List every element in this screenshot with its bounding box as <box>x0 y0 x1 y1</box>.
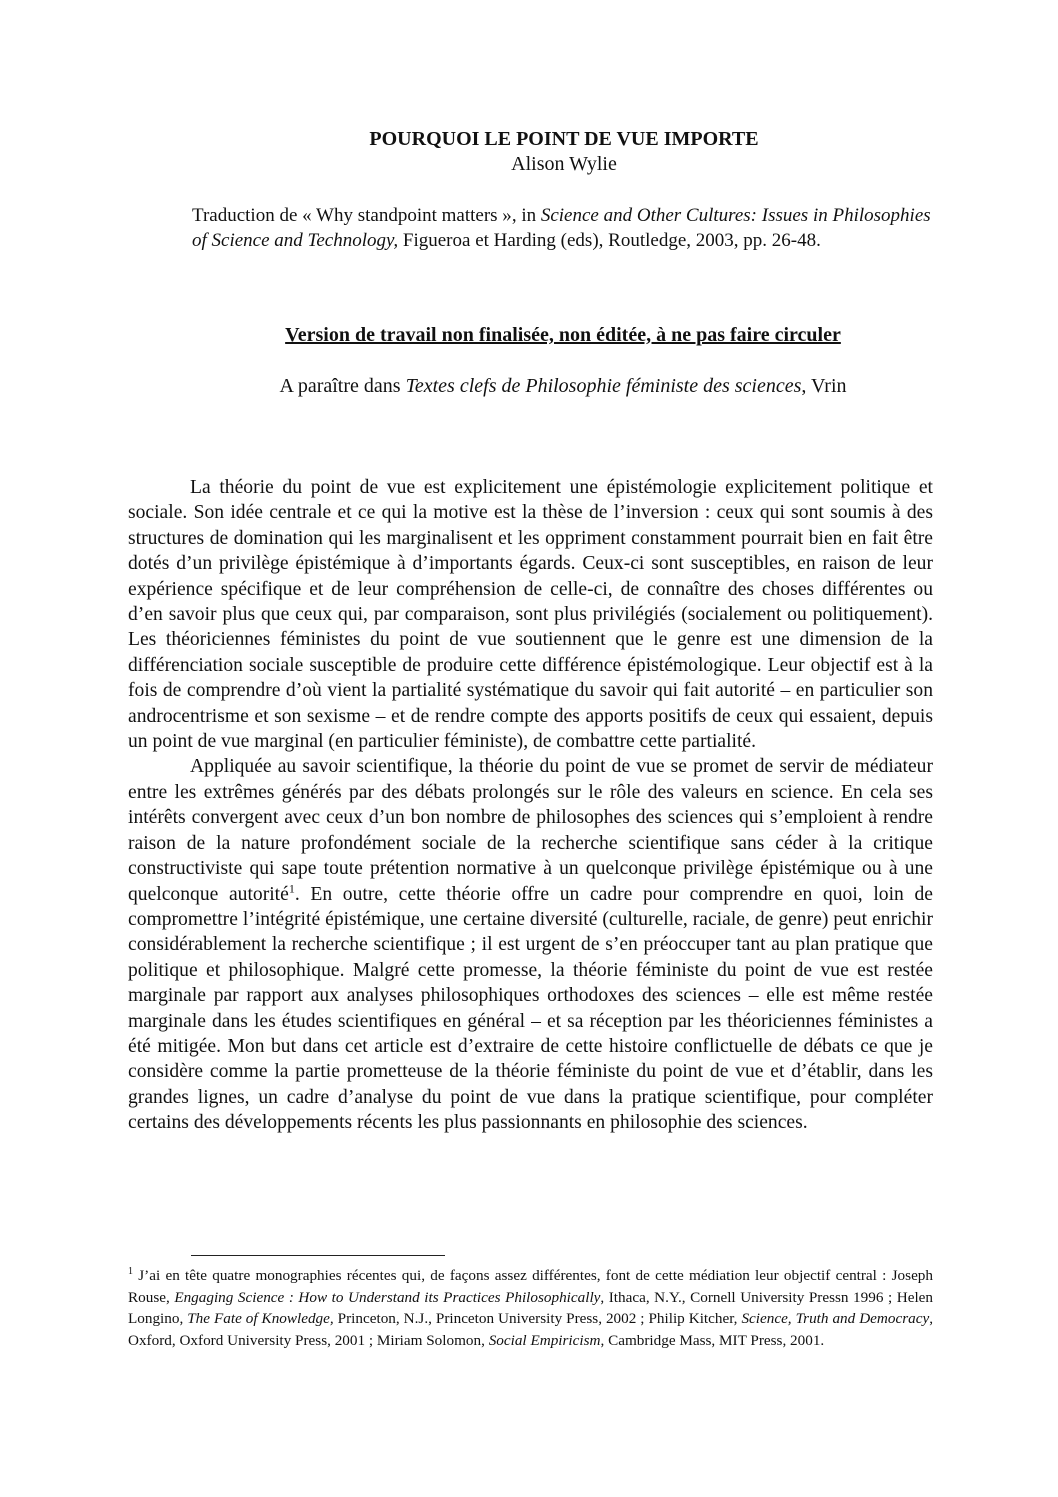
footnote-title: The Fate of Knowledge, <box>187 1310 334 1328</box>
page-title: POURQUOI LE POINT DE VUE IMPORTE <box>369 128 759 150</box>
footnote-title: Engaging Science : How to Understand its Practices Philosophically <box>174 1288 601 1306</box>
translation-prefix: Traduction de « Why standpoint matters » <box>192 205 512 226</box>
author-name: Alison Wylie <box>511 153 617 175</box>
footnote-text: J’ai en tête quatre monographies récentes qui, de façons assez différentes, font de cette médiation leur objectif central : Joseph Rouse, <box>128 1267 933 1306</box>
body-text <box>128 475 933 1136</box>
title-block <box>0 127 1058 177</box>
footnote <box>128 1265 933 1351</box>
footnote-text: Princeton, N.J., Princeton University Press, 2002 ; Philip Kitcher, <box>333 1310 742 1328</box>
paragraph-text: Appliquée au savoir scientifique, la théorie du point de vue se promet de servir de médiateur entre les extrêmes générés par des débats prolongés sur le rôle des valeurs en science. En cela ses intérêts convergent avec ceux d’un bon nombre de philosophes des sciences qui s’emploient à rendre raison de la nature profondément sociale de la recherche scientifique sans céder à la critique constructiviste qui sape toute prétention normative à un quelconque privilège épistémique ou à une quelconque autorité <box>128 756 933 905</box>
paragraph-text: . En outre, cette théorie offre un cadre pour comprendre en quoi, loin de compromettre l’intégrité épistémique, une certaine diversité (culturelle, raciale, de genre) peut enrichir considérablement la recherche scientifique ; il est urgent de s’en préoccuper tant au plan pratique que politique et philosophique. Malgré cette promesse, la théorie féministe du point de vue est restée marginale par rapport aux analyses philosophiques orthodoxes des sciences – elle est même restée marginale dans les études scientifiques en général – et sa réception par les théoriciennes féministes a été mitigée. Mon but dans cet article est d’extraire de cette histoire conflictuelle de débats ce que je considère comme la partie prometteuse de la théorie féministe du point de vue et d’établir, dans les grandes lignes, un cadre d’analyse du point de vue dans la pratique scientifique, pour compléter certains des développements récents les plus passionnants en philosophie des sciences. <box>128 883 933 1134</box>
footnote-title: Science, Truth and Democracy <box>741 1310 930 1328</box>
translation-note <box>192 203 932 253</box>
footnote-text: , Oxford, Oxford University Press, 2001 ; Miriam Solomon, <box>128 1310 934 1349</box>
forthcoming-prefix: A paraître dans <box>279 375 406 397</box>
working-version-notice <box>0 322 1058 348</box>
paragraph <box>128 754 933 1135</box>
footnote-title: Social Empiricism <box>488 1331 601 1349</box>
footnote-reference[interactable]: 1 <box>288 880 295 895</box>
forthcoming-suffix: , Vrin <box>801 375 847 397</box>
working-version-text: Version de travail non finalisée, non éditée, à ne pas faire circuler <box>285 324 841 346</box>
forthcoming-line <box>279 375 846 397</box>
forthcoming-notice <box>0 373 1058 399</box>
footnote-text: , Ithaca, N.Y., Cornell University Pressn 1996 ; Helen Longino, <box>128 1288 933 1328</box>
footnote-separator <box>191 1255 445 1256</box>
translation-in: , in <box>511 205 541 226</box>
paragraph: La théorie du point de vue est explicitement une épistémologie explicitement politique et sociale. Son idée centrale et ce qui la motive est la thèse de l’inversion : ceux qui sont soumis à des structures de domination qui les marginalisent et les oppriment constamment pourrait bien en fait être dotés d’un privilège épistémique à d’importants égards. Ceux-ci sont susceptibles, en raison de leur expérience spécifique et de leur compréhension de celle-ci, de connaître des choses différentes ou d’en savoir plus que ceux qui, par comparaison, sont plus privilégiés (socialement ou politiquement). Les théoriciennes féministes du point de vue soutiennent que le genre est une dimension de la différenciation sociale susceptible de produire cette différence épistémologique. Leur objectif est à la fois de comprendre d’où vient la partialité systématique du savoir qui fait autorité – en particulier son androcentrisme et son sexisme – et de rendre compte des apports positifs de ceux qui essaient, depuis un point de vue marginal (en particulier féministe), de combattre cette partialité. <box>128 477 933 753</box>
footnote-marker: 1 <box>128 1265 133 1277</box>
footnote-text: , Cambridge Mass, MIT Press, 2001. <box>600 1331 825 1349</box>
forthcoming-book: Textes clefs de Philosophie féministe des sciences <box>405 375 802 397</box>
translation-details: Figueroa et Harding (eds), Routledge, 2003, pp. 26-48. <box>398 230 821 251</box>
translation-book-title: Science and Other Cultures: Issues in Philosophies of Science and Technology, <box>192 205 931 251</box>
